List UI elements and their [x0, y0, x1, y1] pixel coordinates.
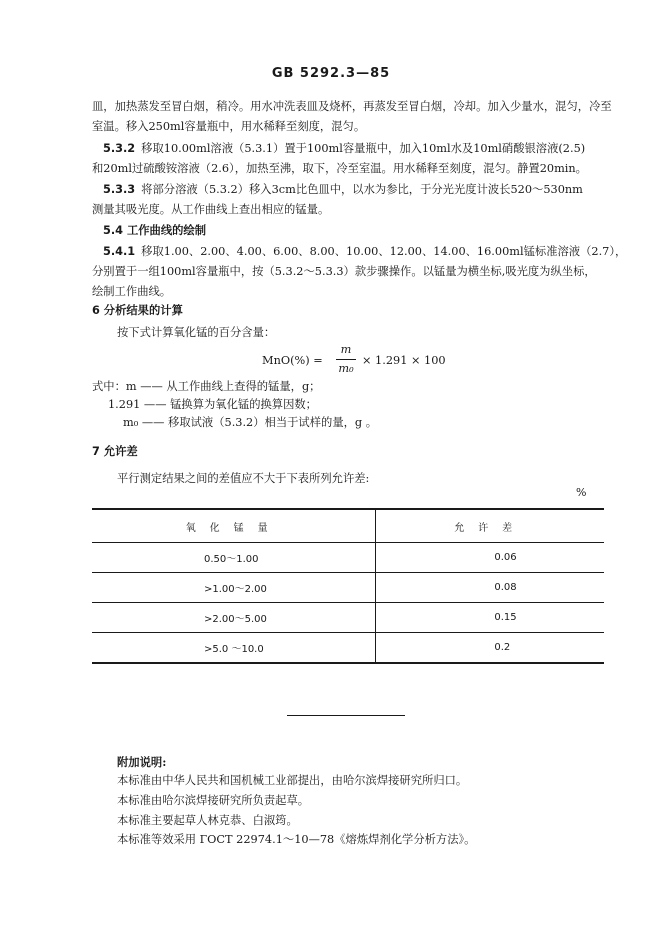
section-heading-7: 7 允许差 — [92, 445, 138, 458]
tolerance-table — [92, 508, 604, 664]
table-cell: >2.00～5.00 — [92, 603, 376, 633]
formula-fraction — [336, 342, 356, 377]
fraction-bar — [336, 359, 356, 360]
column-header: 允许差 — [376, 509, 604, 543]
where-m0: m₀ —— 移取试液（5.3.2）相当于试样的量，g 。 — [123, 416, 378, 429]
paragraph-line: 测量其吸光度。从工作曲线上查出相应的锰量。 — [92, 203, 330, 216]
table-cell: 0.15 — [376, 603, 604, 633]
table-cell: 0.50～1.00 — [92, 543, 376, 573]
formula-rhs: × 1.291 × 100 — [362, 354, 446, 367]
clause-text: 移取1.00、2.00、4.00、6.00、8.00、10.00、12.00、14.00、16.00ml锰标准溶液（2.7）， — [141, 245, 627, 258]
note-line: 本标准等效采用 ГОСТ 22974.1～10—78《熔炼焊剂化学分析方法》。 — [117, 833, 476, 846]
formula — [0, 342, 662, 382]
table-cell: >5.0 ～10.0 — [92, 633, 376, 664]
note-line: 本标准主要起草人林克恭、白淑筠。 — [117, 814, 298, 827]
clause-number: 5.3.2 — [103, 142, 136, 155]
note-line: 本标准由哈尔滨焊接研究所负责起草。 — [117, 794, 310, 807]
section-heading-5-4: 5.4 工作曲线的绘制 — [103, 224, 207, 237]
table-row — [92, 573, 604, 603]
unit-label: % — [576, 486, 587, 499]
table-cell: 0.08 — [376, 573, 604, 603]
clause-5-3-3 — [103, 180, 583, 200]
divider — [287, 715, 405, 716]
where-m: 式中：m —— 从工作曲线上查得的锰量，g； — [92, 380, 321, 393]
clause-text: 移取10.00ml溶液（5.3.1）置于100ml容量瓶中，加入10ml水及10ml硝酸银溶液(2.5) — [141, 142, 586, 155]
table-row — [92, 603, 604, 633]
clause-text: 将部分溶液（5.3.2）移入3cm比色皿中，以水为参比，于分光光度计波长520～530nm — [141, 183, 583, 196]
formula-numerator: m — [340, 343, 352, 356]
clause-number: 5.4.1 — [103, 245, 136, 258]
table-row — [92, 543, 604, 573]
table-cell: 0.06 — [376, 543, 604, 573]
table-row — [92, 633, 604, 664]
table-cell: 0.2 — [376, 633, 604, 664]
standard-code: GB 5292.3—85 — [271, 66, 391, 81]
paragraph-line: 绘制工作曲线。 — [92, 285, 172, 298]
clause-5-4-1 — [103, 242, 626, 262]
formula-denominator: m₀ — [338, 362, 354, 375]
formula-lhs: MnO(%) = — [262, 354, 323, 367]
table-header-row — [92, 509, 604, 543]
paragraph-line: 皿，加热蒸发至冒白烟，稍冷。用水冲洗表皿及烧杯，再蒸发至冒白烟，冷却。加入少量水，混匀，冷至 — [92, 100, 612, 113]
clause-number: 5.3.3 — [103, 183, 136, 196]
section-intro: 按下式计算氧化锰的百分含量： — [117, 326, 276, 339]
section-intro: 平行测定结果之间的差值应不大于下表所列允许差: — [117, 472, 370, 485]
table-cell: >1.00～2.00 — [92, 573, 376, 603]
note-line: 本标准由中华人民共和国机械工业部提出，由哈尔滨焊接研究所归口。 — [117, 774, 468, 787]
paragraph-line: 分别置于一组100ml容量瓶中，按（5.3.2～5.3.3）款步骤操作。以锰量为横坐标,吸光度为纵坐标， — [92, 265, 596, 278]
column-header: 氧化锰量 — [92, 509, 376, 543]
notes-title: 附加说明: — [117, 755, 167, 769]
where-factor: 1.291 —— 锰换算为氧化锰的换算因数； — [108, 398, 317, 411]
paragraph-line: 和20ml过硫酸铵溶液（2.6），加热至沸，取下，冷至室温。用水稀释至刻度，混匀。静置20min。 — [92, 162, 587, 175]
clause-5-3-2 — [103, 139, 585, 159]
section-heading-6: 6 分析结果的计算 — [92, 304, 183, 317]
paragraph-line: 室温。移入250ml容量瓶中，用水稀释至刻度，混匀。 — [92, 120, 366, 133]
